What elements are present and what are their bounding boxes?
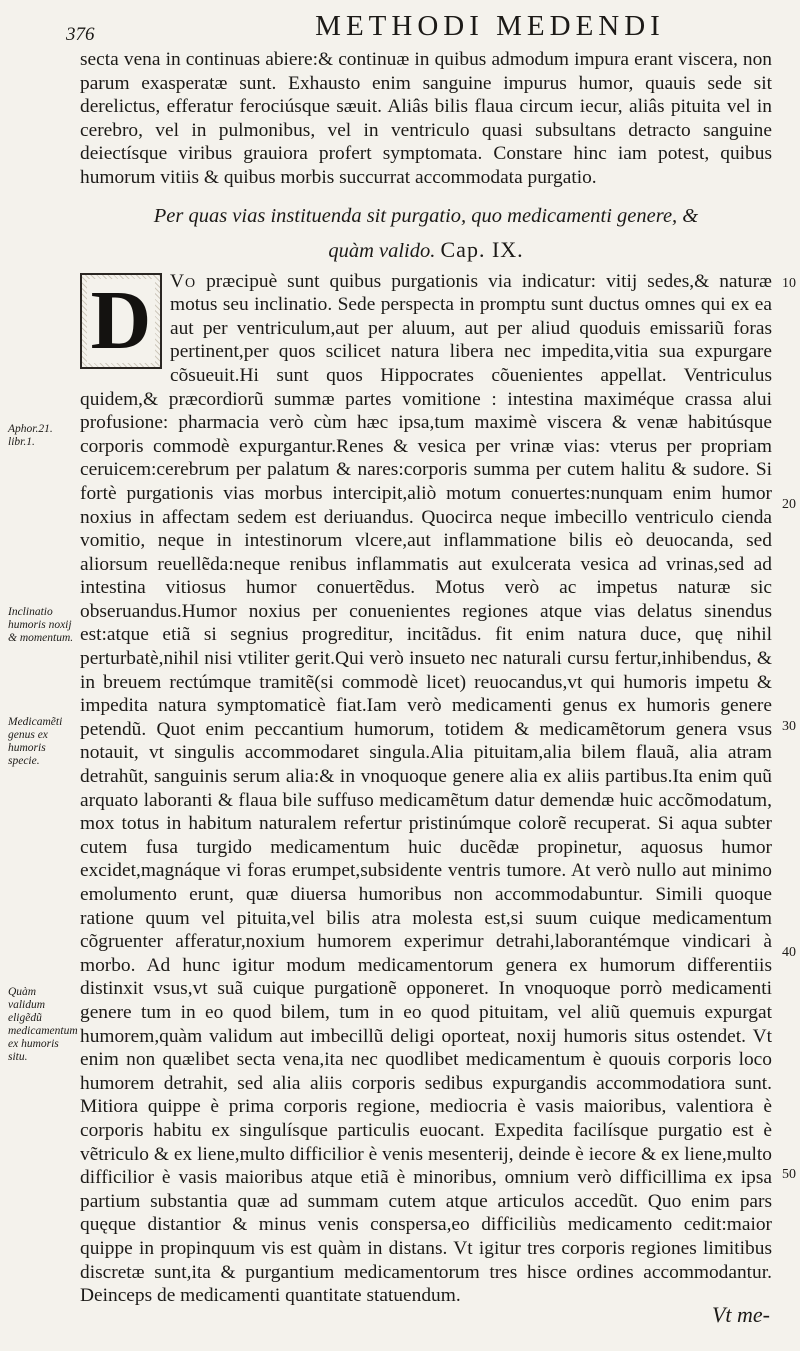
text-body <box>80 48 772 1308</box>
margin-note-aphorism: Aphor.21. libr.1. <box>8 423 53 448</box>
chapter-text <box>80 270 772 1308</box>
margin-note-medicamenti-genus: Medicamẽti genus ex humoris specie. <box>8 716 63 767</box>
catchword: Vt me- <box>711 1302 770 1327</box>
chapter-heading <box>80 200 772 268</box>
page-number: 376 <box>66 24 95 45</box>
line-number-20: 20 <box>782 497 796 512</box>
chapter-heading-line1: Per quas vias instituenda sit purgatio, quo medicamenti genere, & <box>153 204 699 227</box>
page-header <box>60 10 780 50</box>
initial-letter: D <box>87 279 156 363</box>
decorated-initial <box>80 273 162 369</box>
chapter-number: Cap. IX. <box>440 236 524 262</box>
line-number-50: 50 <box>782 1167 796 1182</box>
running-title: METHODI MEDENDI <box>315 10 665 42</box>
margin-note-quam-validum: Quàm validum eligẽdũ medicamentum ex humoris situ. <box>8 986 78 1063</box>
line-number-40: 40 <box>782 945 796 960</box>
line-number-10: 10 <box>782 276 796 291</box>
paragraph-main <box>80 270 772 1308</box>
first-word: Vo <box>170 270 197 292</box>
paragraph-main-text: præcipuè sunt quibus purgationis via indicatur: vitij sedes,& naturæ motus seu inclinatio. Sede perspecta in promptu sunt ductus omnes qui ex ea aut per ventriculum,aut per aluum, aut per aliud quoduis emissariũ foras pertinent,per quos scilicet natura libera nec impedita,vitia sua expurgare cõsueuit.Hi sunt quos Hippocrates cõuenientes appellat. Ventriculus quidem,& præcordiorũ summæ partes vomitione : intestina maximéque crassa alui profusione: pharmacia verò cùm hæc ipsa,tum maximè viscera & venæ habitúsque corporis commodè expurgantur.Renes & vesica per vrinæ vias: vterus per propriam ceruicem:cerebrum per palatum & nares:corporis summa per cutem halitu & sudore. Si fortè purgationis vias morbus intercipit,aliò motum conuertes:nunquam enim humor noxius in affectam sedem est deriuandus. Quocirca neque imbecillo ventriculo cienda vomitio, neque in intestinorum vlcere,aut inflammatione bilis eò deuocanda, sed aliorsum reuellẽda:neque renibus inflammatis aut exulcerata vesica ad vrinas,sed ad intestina vitiosus humor conuertẽdus. Motus verò ac impetus naturæ sic obseruandus.Humor noxius per conuenientes regiones atque vias delatus sinendus est:atque etiã si segnius progreditur, incitãdus. fit enim natura duce, quę nihil perturbatè,nihil nisi vtiliter gerit.Qui verò insueto nec naturali cursu fertur,inhibendus, & in breuem rectúmque tramitẽ(si commodè licet) reuocandus,vt qui humoris impetu & impedita natura symptomaticè fiat.Iam verò medicamenti genus ex humoris genere petendũ. Quot enim peccantium humorum, totidem & medicamẽtorum genera vsus notauit, vt singulis accommodaret singula.Alia pituitam,alia bilem flauã, alia atram detrahũt, sanguinis serum alia:& in vnoquoque genere alia ex aliis partibus.Ita enim quũ arquato laboranti & flaua bile suffuso medicamẽtum datur demendæ huic accõmodatum, mox totus in habitum naturalem refertur pristinúmque colorẽ recuperat. Si aqua subter cutem fusa turgido medicamentum huic ducẽdæ propinetur, aquosus humor excidet,magnáque vi foras erumpet,subsidente ventris tumore. At verò nullo aut minimo emolumento erunt, quæ diuersa humoribus non accommodabuntur. Simili quoque ratione quum vel pituita,vel bilis atra molesta est,si suum cuique medicamentum cõgruenter afferatur,noxium humorem experimur detrahi,laborantémque vindicari à morbo. Ad hunc igitur modum medicamentorum genera ex humorum differentiis distinxit vsus,vt suã cuique purgationẽ opponeret. In vnoquoque porrò medicamenti genere tum in eo quod bilem, tum in eo quod pituitam, vel aliũ quemuis expurgat humorem,quàm validum aut imbecillũ deligi oporteat, noxij humoris situs ostendet. Vt enim non quælibet secta vena,ita nec quodlibet medicamentum è quouis corporis loco humorem detrahit, sed alia aliis corporis sedibus expurgandis accommodatiora sunt. Mitiora quippe è prima corporis regione, mediocria è vasis maioribus, valentiora è corporis habitu ex singulísque particulis euocant. Expedita facilísque purgatio est è vẽtriculo & ex liene,multo difficilior è venis mesenterij, deinde è iecore & ex liene,multo difficilior è vasis maioribus atque etiã è minoribus, omnium verò difficillima ex ipsa partium substantia quæ ad summam cutem atque articulos accedũt. Quo enim pars quęque distantior & minus venis conspersa,eo difficiliùs medicamento cedit:maior quippe in propinquum vis est quàm in distans. Vt igitur tres corporis regiones limitibus discretæ sunt,ita & purgantium medicamentorum tres hisce ordines accommodantur. Deinceps de medicamenti quantitate statuendum. <box>80 270 772 1307</box>
line-number-30: 30 <box>782 719 796 734</box>
paragraph-opening: secta vena in continuas abiere:& continuæ in quibus admodum impura erant viscera, non parum exasperatæ sunt. Exhausto enim sanguine impurus humor, quauis sede sit derelictus, efferatur ferociúsque sæuit. Aliâs bilis flaua circum iecur, aliâs pituita vel in cerebro, vel in pulmonibus, vel in ventriculo quasi subsultans detracto sanguine deiectísque viribus grauiora profert symptomata. Constare hinc iam potest, quibus humorum vitiis & quibus morbis succurrat accommodata purgatio. <box>80 49 772 188</box>
chapter-heading-line2: quàm valido. <box>328 239 436 262</box>
margin-note-inclinatio: Inclinatio humoris noxij & momentum. <box>8 606 74 644</box>
